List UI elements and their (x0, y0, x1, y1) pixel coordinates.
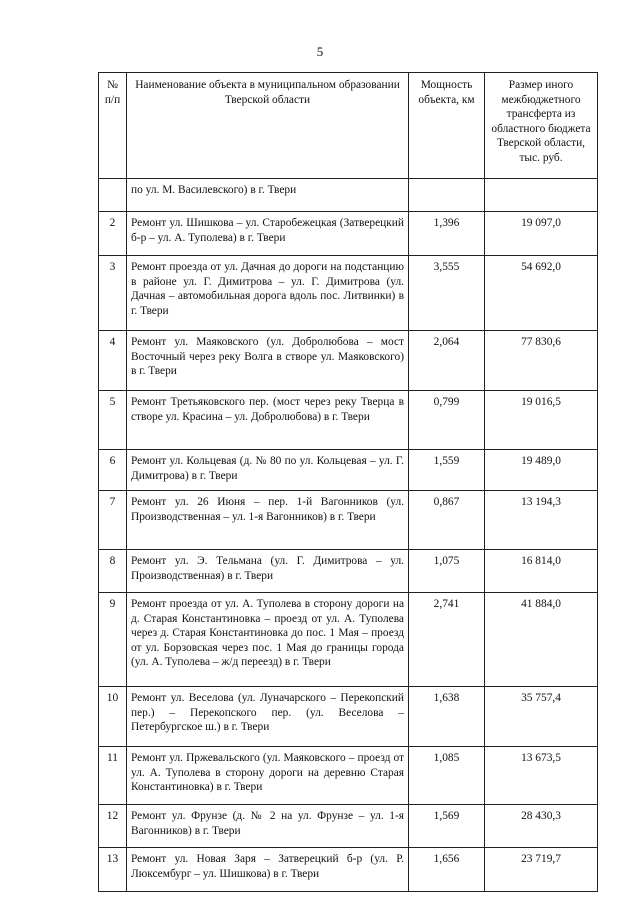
table-body (99, 179, 598, 892)
row-num: 11 (99, 747, 127, 805)
row-name: Ремонт проезда от ул. А. Туполева в сторону дороги на д. Старая Константиновка – проезд от ул. А. Туполева через д. Старая Константиновка до пос. 1 Мая – проезд от ул. Борзовская через пос. 1 Мая до границы города (ул. А. Туполева – ж/д переезд) в г. Твери (127, 593, 409, 687)
row-num: 10 (99, 687, 127, 747)
table-row (99, 593, 598, 687)
table-row (99, 450, 598, 491)
row-capacity: 1,559 (409, 450, 485, 491)
table-row (99, 848, 598, 892)
row-amount: 54 692,0 (485, 256, 598, 331)
table-row (99, 747, 598, 805)
row-name: Ремонт ул. 26 Июня – пер. 1-й Вагонников (ул. Производственная – ул. 1-я Вагонников) в г. Твери (127, 491, 409, 550)
header-row (99, 73, 598, 179)
objects-table (98, 72, 598, 892)
row-capacity: 1,396 (409, 212, 485, 256)
table-row (99, 331, 598, 391)
header-amount: Размер иного межбюджетного трансферта из областного бюджета Тверской области, тыс. руб. (485, 73, 598, 179)
table-row (99, 491, 598, 550)
row-amount: 35 757,4 (485, 687, 598, 747)
row-amount: 16 814,0 (485, 550, 598, 593)
row-capacity: 1,085 (409, 747, 485, 805)
row-amount (485, 179, 598, 212)
row-num: 2 (99, 212, 127, 256)
row-num: 6 (99, 450, 127, 491)
row-capacity: 1,656 (409, 848, 485, 892)
row-name: Ремонт ул. Пржевальского (ул. Маяковского – проезд от ул. А. Туполева в сторону дороги на деревню Старая Константиновка) в г. Твери (127, 747, 409, 805)
table-row (99, 550, 598, 593)
row-capacity: 3,555 (409, 256, 485, 331)
row-name: Ремонт Третьяковского пер. (мост через реку Тверца в створе ул. Красина – ул. Добролюбова) в г. Твери (127, 391, 409, 450)
row-amount: 19 016,5 (485, 391, 598, 450)
row-capacity: 2,064 (409, 331, 485, 391)
header-num: № п/п (99, 73, 127, 179)
row-capacity: 2,741 (409, 593, 485, 687)
row-num (99, 179, 127, 212)
row-amount: 13 194,3 (485, 491, 598, 550)
row-amount: 23 719,7 (485, 848, 598, 892)
row-amount: 41 884,0 (485, 593, 598, 687)
row-num: 3 (99, 256, 127, 331)
page-number: 5 (316, 44, 324, 59)
row-name: Ремонт ул. Маяковского (ул. Добролюбова – мост Восточный через реку Волга в створе ул. Маяковского) в г. Твери (127, 331, 409, 391)
row-amount: 19 097,0 (485, 212, 598, 256)
row-num: 5 (99, 391, 127, 450)
row-num: 9 (99, 593, 127, 687)
row-name: Ремонт ул. Веселова (ул. Луначарского – Перекопский пер.) – Перекопского пер. (ул. Веселова – Петербургское ш.) в г. Твери (127, 687, 409, 747)
table-row (99, 179, 598, 212)
table-header (99, 73, 598, 179)
row-num: 4 (99, 331, 127, 391)
row-amount: 28 430,3 (485, 805, 598, 848)
row-num: 7 (99, 491, 127, 550)
row-name: Ремонт ул. Фрунзе (д. № 2 на ул. Фрунзе – ул. 1-я Вагонников) в г. Твери (127, 805, 409, 848)
table-row (99, 212, 598, 256)
row-name: Ремонт ул. Кольцевая (д. № 80 по ул. Кольцевая – ул. Г. Димитрова) в г. Твери (127, 450, 409, 491)
table-row (99, 256, 598, 331)
row-name: Ремонт ул. Э. Тельмана (ул. Г. Димитрова – ул. Производственная) в г. Твери (127, 550, 409, 593)
row-name: по ул. М. Василевского) в г. Твери (127, 179, 409, 212)
row-capacity: 0,799 (409, 391, 485, 450)
header-capacity: Мощность объекта, км (409, 73, 485, 179)
row-amount: 77 830,6 (485, 331, 598, 391)
row-num: 13 (99, 848, 127, 892)
row-name: Ремонт ул. Новая Заря – Затверецкий б-р (ул. Р. Люксембург – ул. Шишкова) в г. Твери (127, 848, 409, 892)
table-row (99, 687, 598, 747)
row-name: Ремонт ул. Шишкова – ул. Старобежецкая (Затверецкий б-р – ул. А. Туполева) в г. Твери (127, 212, 409, 256)
row-amount: 13 673,5 (485, 747, 598, 805)
row-num: 12 (99, 805, 127, 848)
table-row (99, 805, 598, 848)
row-capacity: 0,867 (409, 491, 485, 550)
row-capacity (409, 179, 485, 212)
table-row (99, 391, 598, 450)
row-amount: 19 489,0 (485, 450, 598, 491)
row-capacity: 1,075 (409, 550, 485, 593)
header-name: Наименование объекта в муниципальном образовании Тверской области (127, 73, 409, 179)
row-capacity: 1,638 (409, 687, 485, 747)
row-num: 8 (99, 550, 127, 593)
row-capacity: 1,569 (409, 805, 485, 848)
row-name: Ремонт проезда от ул. Дачная до дороги на подстанцию в районе ул. Г. Димитрова – ул. Г. Димитрова (ул. Дачная – автомобильная дорога вдоль пос. Литвинки) в г. Твери (127, 256, 409, 331)
